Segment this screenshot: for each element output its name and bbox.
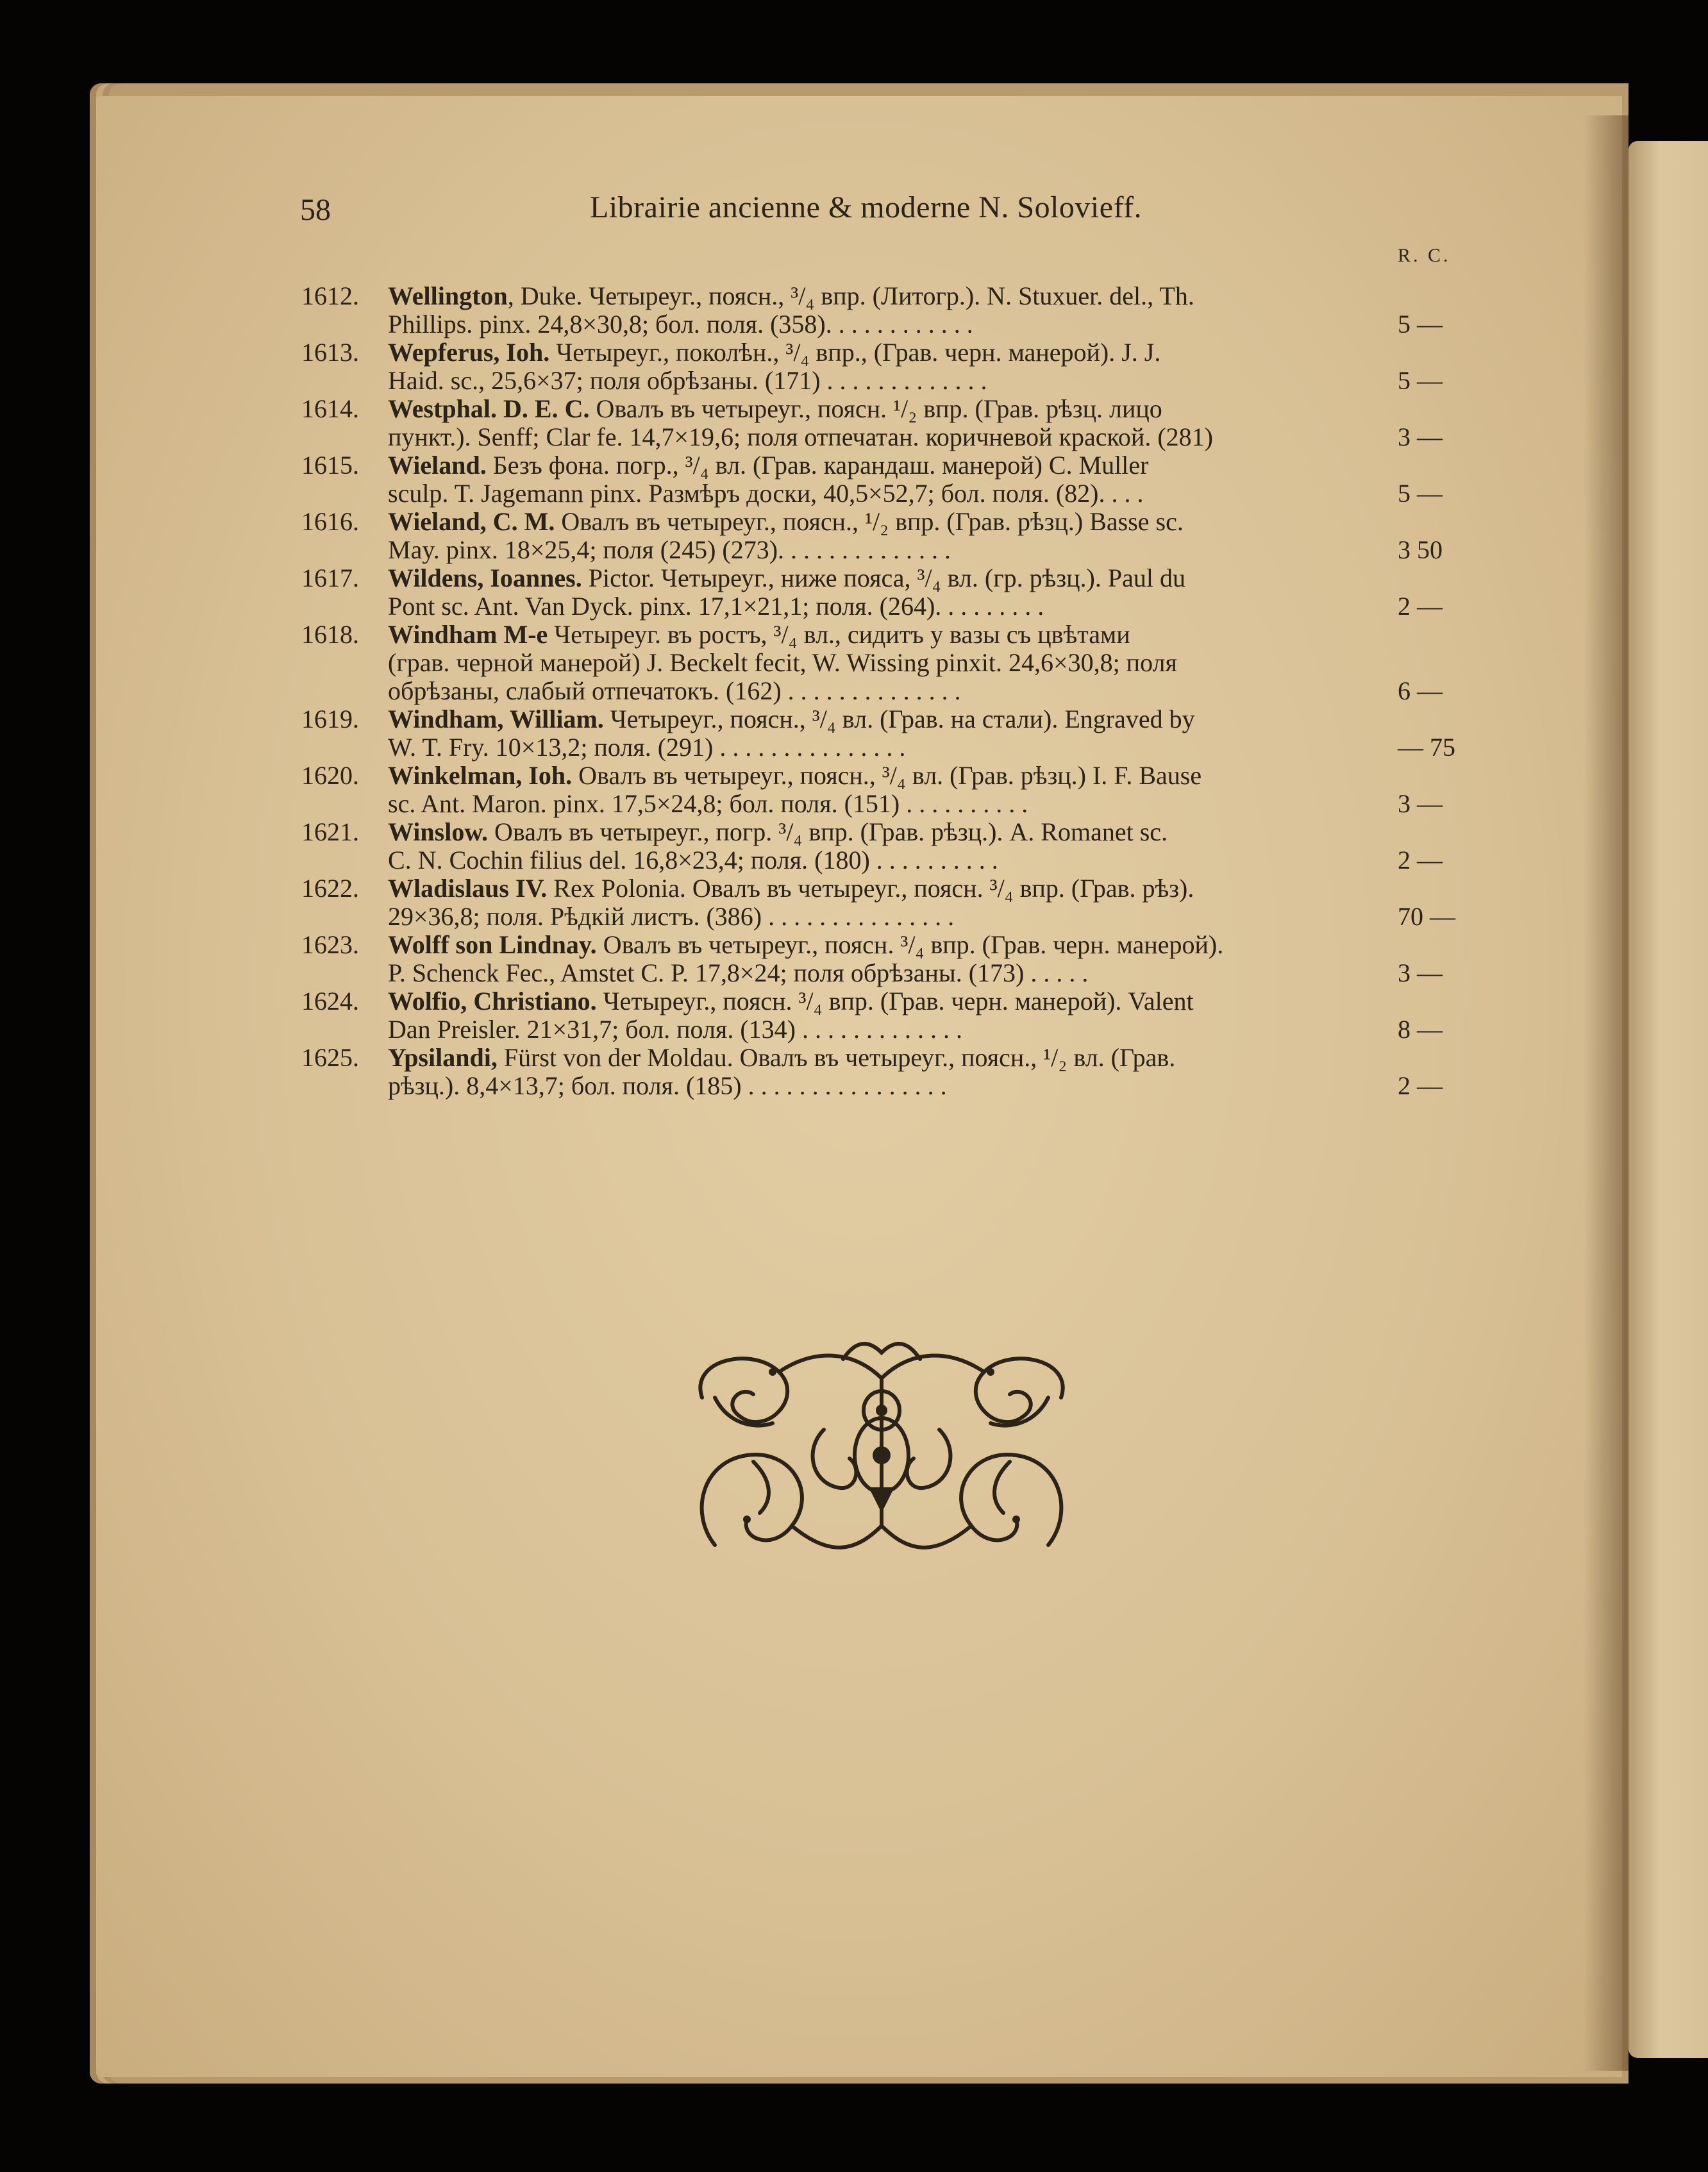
catalogue-entry	[301, 338, 1475, 395]
entry-number: 1616.	[301, 507, 359, 536]
entry-line: Phillips. pinx. 24,8×30,8; бол. поля. (358). . . . . . . . . . . .	[388, 310, 973, 338]
page-number: 58	[300, 193, 331, 227]
entry-price: 2 —	[1398, 592, 1443, 621]
entry-sitter-name: Wepferus, Ioh.	[388, 338, 550, 367]
entry-line: Wieland, C. M. Овалъ въ четыреуг., поясн., ¹/₂ впр. (Грав. рѣзц.) Basse sc.	[388, 508, 1184, 536]
entry-price: 3 —	[1398, 789, 1443, 818]
entry-price: 3 50	[1398, 535, 1443, 564]
entry-description	[388, 395, 1411, 451]
entry-description	[388, 508, 1411, 564]
catalogue-entry	[301, 451, 1475, 508]
entry-price: 5 —	[1398, 479, 1443, 508]
entry-line: sc. Ant. Maron. pinx. 17,5×24,8; бол. поля. (151) . . . . . . . . . .	[388, 790, 1028, 818]
entry-description	[388, 931, 1411, 987]
entry-sitter-name: Wolff son Lindnay.	[388, 931, 597, 959]
catalogue-entry	[301, 1044, 1475, 1100]
entry-line: 29×36,8; поля. Рѣдкій листъ. (386) . . . . . . . . . . . . . . .	[388, 903, 955, 931]
entry-line: Wolfio, Christiano. Четыреуг., поясн. ³/₄ впр. (Грав. черн. манерой). Valent	[388, 987, 1194, 1015]
entry-number: 1613.	[301, 338, 359, 367]
entry-description	[388, 338, 1411, 395]
entry-sitter-name: Wildens, Ioannes.	[388, 564, 582, 592]
entry-sitter-name: Wellington	[388, 282, 508, 310]
entry-line: sculp. T. Jagemann pinx. Размѣръ доски, 40,5×52,7; бол. поля. (82). . . .	[388, 480, 1144, 508]
entry-line: Haid. sc., 25,6×37; поля обрѣзаны. (171) . . . . . . . . . . . . .	[388, 367, 987, 395]
entry-line: Wieland. Безъ фона. погр., ³/₄ вл. (Грав. карандаш. манерой) C. Muller	[388, 451, 1149, 480]
entry-line: Windham, William. Четыреуг., поясн., ³/₄ вл. (Грав. на стали). Engraved by	[388, 705, 1195, 733]
catalogue-entry	[301, 818, 1475, 874]
catalogue-entry	[301, 508, 1475, 564]
entry-price: 2 —	[1398, 846, 1443, 874]
entry-number: 1623.	[301, 930, 359, 959]
entry-line: Winkelman, Ioh. Овалъ въ четыреуг., поясн., ³/₄ вл. (Грав. рѣзц.) I. F. Bause	[388, 762, 1202, 790]
entry-description	[388, 564, 1411, 621]
entry-sitter-name: Wieland, C. M.	[388, 508, 555, 536]
entry-sitter-name: Windham M-e	[388, 621, 548, 649]
catalogue-entry	[301, 762, 1475, 818]
entry-price: 3 —	[1398, 422, 1443, 451]
entry-line: W. T. Fry. 10×13,2; поля. (291) . . . . . . . . . . . . . . .	[388, 733, 906, 762]
catalogue-entry	[301, 621, 1475, 705]
currency-column-head: R. C.	[1398, 245, 1451, 266]
catalogue-entry	[301, 705, 1475, 762]
facing-page-edge	[1628, 141, 1708, 2058]
entry-sitter-name: Windham, William.	[388, 705, 604, 733]
entry-sitter-name: Winslow.	[388, 818, 488, 846]
entry-sitter-name: Wieland.	[388, 451, 487, 480]
catalogue-entry	[301, 931, 1475, 987]
entry-description	[388, 451, 1411, 508]
entry-line: Wildens, Ioannes. Pictor. Четыреуг., ниже пояса, ³/₄ вл. (гр. рѣзц.). Paul du	[388, 564, 1185, 592]
entry-price: 6 —	[1398, 676, 1443, 705]
entry-line: обрѣзаны, слабый отпечатокъ. (162) . . . . . . . . . . . . . .	[388, 677, 961, 705]
entry-price: 5 —	[1398, 366, 1443, 395]
entry-line: пункт.). Senff; Clar fe. 14,7×19,6; поля отпечатан. коричневой краской. (281)	[388, 423, 1213, 451]
entry-description	[388, 874, 1411, 931]
entry-line: Windham M-e Четыреуг. въ ростъ, ³/₄ вл., сидитъ у вазы съ цвѣтами	[388, 621, 1130, 649]
entry-price: 5 —	[1398, 310, 1443, 338]
entry-line: Wolff son Lindnay. Овалъ въ четыреуг., поясн. ³/₄ впр. (Грав. черн. манерой).	[388, 931, 1224, 959]
gutter-shadow	[1584, 115, 1628, 2071]
entry-line: (грав. черной манерой) J. Beckelt fecit, W. Wissing pinxit. 24,6×30,8; поля	[388, 649, 1177, 677]
catalogue-entry	[301, 987, 1475, 1044]
entry-number: 1624.	[301, 987, 359, 1015]
entry-line: P. Schenck Fec., Amstet C. P. 17,8×24; поля обрѣзаны. (173) . . . . .	[388, 959, 1089, 987]
catalogue-entry	[301, 395, 1475, 451]
entry-price: 3 —	[1398, 958, 1443, 987]
entry-number: 1622.	[301, 874, 359, 903]
entry-line: Winslow. Овалъ въ четыреуг., погр. ³/₄ впр. (Грав. рѣзц.). A. Romanet sc.	[388, 818, 1168, 846]
entry-number: 1625.	[301, 1043, 359, 1072]
entry-description	[388, 1044, 1411, 1100]
entry-sitter-name: Ypsilandi,	[388, 1044, 498, 1072]
entry-price: 70 —	[1398, 902, 1455, 931]
running-head: Librairie ancienne & moderne N. Solovieff.	[590, 190, 1143, 224]
entry-number: 1619.	[301, 705, 359, 733]
entry-description	[388, 621, 1411, 705]
entry-line: Wellington, Duke. Четыреуг., поясн., ³/₄ впр. (Литогр.). N. Stuxuer. del., Th.	[388, 282, 1194, 310]
entry-line: Wepferus, Ioh. Четыреуг., поколѣн., ³/₄ впр., (Грав. черн. манерой). J. J.	[388, 338, 1161, 367]
entry-number: 1612.	[301, 281, 359, 310]
entry-number: 1621.	[301, 817, 359, 846]
ornament-vignette	[676, 1333, 1087, 1577]
entry-description	[388, 762, 1411, 818]
entry-line: рѣзц.). 8,4×13,7; бол. поля. (185) . . . . . . . . . . . . . . . .	[388, 1072, 947, 1100]
entry-sitter-name: Wolfio, Christiano.	[388, 987, 597, 1015]
entry-number: 1614.	[301, 394, 359, 423]
entry-sitter-name: Westphal. D. E. C.	[388, 395, 590, 423]
entry-line: Pont sc. Ant. Van Dyck. pinx. 17,1×21,1; поля. (264). . . . . . . . .	[388, 592, 1044, 621]
entry-sitter-name: Winkelman, Ioh.	[388, 762, 573, 790]
entry-number: 1620.	[301, 761, 359, 790]
entry-sitter-name: Wladislaus IV.	[388, 874, 548, 903]
entry-price: 2 —	[1398, 1071, 1443, 1100]
entry-description	[388, 818, 1411, 874]
entry-line: May. pinx. 18×25,4; поля (245) (273). . . . . . . . . . . . . .	[388, 536, 951, 564]
catalogue-entry	[301, 564, 1475, 621]
entry-price: 8 —	[1398, 1015, 1443, 1044]
entry-description	[388, 987, 1411, 1044]
entry-line: Ypsilandi, Fürst von der Moldau. Овалъ въ четыреуг., поясн., ¹/₂ вл. (Грав.	[388, 1044, 1176, 1072]
catalogue-entries	[301, 282, 1475, 1100]
entry-number: 1617.	[301, 564, 359, 592]
catalogue-entry	[301, 282, 1475, 338]
entry-description	[388, 282, 1411, 338]
catalogue-entry	[301, 874, 1475, 931]
entry-line: C. N. Cochin filius del. 16,8×23,4; поля. (180) . . . . . . . . . .	[388, 846, 998, 874]
entry-price: — 75	[1398, 733, 1455, 762]
entry-line: Dan Preisler. 21×31,7; бол. поля. (134) . . . . . . . . . . . . .	[388, 1015, 962, 1044]
entry-line: Wladislaus IV. Rex Polonia. Овалъ въ четыреуг., поясн. ³/₄ впр. (Грав. рѣз).	[388, 874, 1194, 903]
entry-number: 1618.	[301, 620, 359, 649]
entry-line: Westphal. D. E. C. Овалъ въ четыреуг., поясн. ¹/₂ впр. (Грав. рѣзц. лицо	[388, 395, 1162, 423]
entry-number: 1615.	[301, 451, 359, 480]
entry-description	[388, 705, 1411, 762]
